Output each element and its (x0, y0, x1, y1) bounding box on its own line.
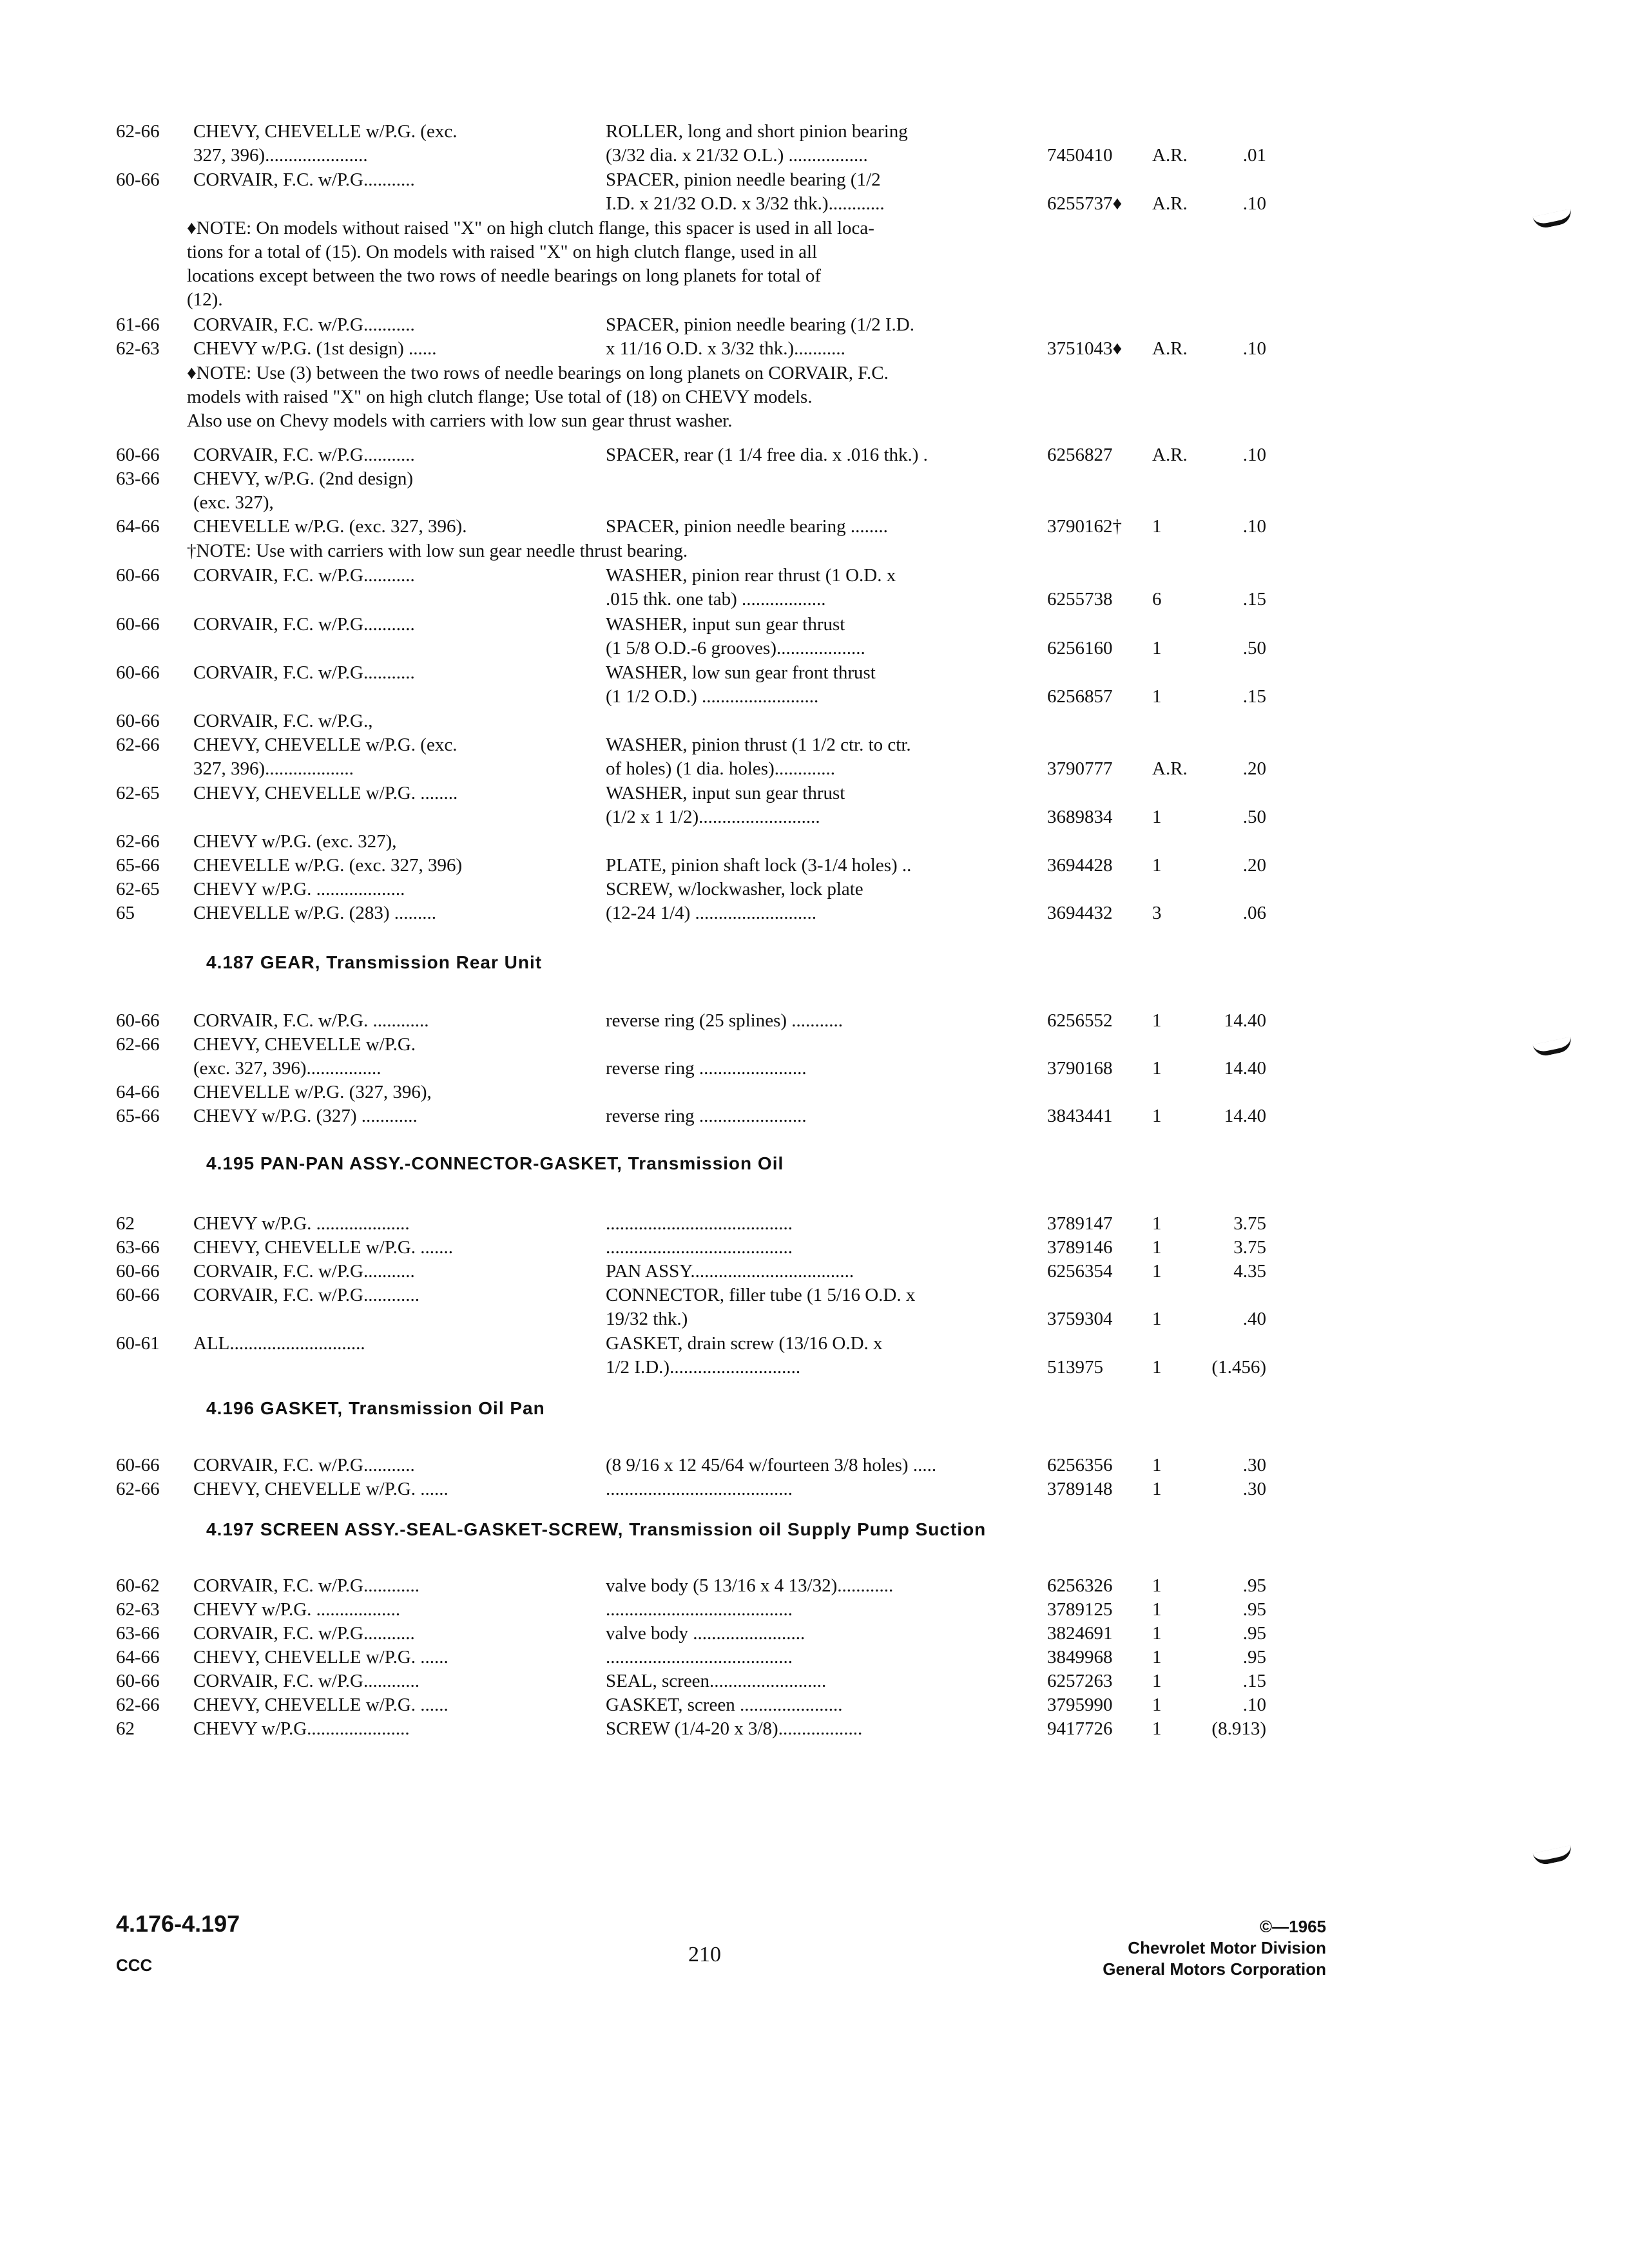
quantity: 6 (1152, 589, 1162, 610)
application: CORVAIR, F.C. w/P.G........... (193, 314, 415, 335)
part-description: SPACER, pinion needle bearing (1/2 (606, 169, 881, 190)
application: CORVAIR, F.C. w/P.G............ (193, 1671, 419, 1691)
part-number: 6256857 (1047, 686, 1113, 707)
application: CORVAIR, F.C. w/P.G........... (193, 169, 415, 190)
model-years: 60-66 (116, 1010, 160, 1031)
model-years: 60-66 (116, 1671, 160, 1691)
section-range: 4.176-4.197 (116, 1910, 240, 1937)
application: CORVAIR, F.C. w/P.G............ (193, 1285, 419, 1305)
model-years: 65-66 (116, 855, 160, 876)
application: CHEVY, w/P.G. (2nd design) (193, 468, 414, 489)
part-description: SPACER, rear (1 1/4 free dia. x .016 thk.) . (606, 445, 928, 465)
price: .10 (1242, 445, 1266, 465)
part-description: SPACER, pinion needle bearing ........ (606, 516, 888, 537)
corporation-name: General Motors Corporation (1103, 1959, 1326, 1979)
application: CHEVY w/P.G. (1st design) ...... (193, 338, 437, 359)
part-description: (1/2 x 1 1/2).......................... (606, 807, 820, 827)
application: CORVAIR, F.C. w/P.G........... (193, 614, 415, 635)
price: .01 (1242, 145, 1266, 166)
catalog-code: CCC (116, 1956, 153, 1975)
price: .20 (1242, 855, 1266, 876)
model-years: 64-66 (116, 516, 160, 537)
part-description: GASKET, drain screw (13/16 O.D. x (606, 1333, 883, 1354)
scan-mark (1532, 1037, 1573, 1058)
application: CORVAIR, F.C. w/P.G. ............ (193, 1010, 429, 1031)
footnote: †NOTE: Use with carriers with low sun gear needle thrust bearing. (187, 541, 688, 561)
quantity: 1 (1152, 638, 1162, 658)
quantity: A.R. (1152, 338, 1188, 359)
part-number: 6256326 (1047, 1575, 1113, 1596)
model-years: 60-61 (116, 1333, 160, 1354)
part-description: 1/2 I.D.)............................ (606, 1357, 801, 1378)
part-description: ........................................ (606, 1213, 793, 1234)
quantity: 1 (1152, 1599, 1162, 1620)
quantity: 1 (1152, 686, 1162, 707)
model-years: 60-66 (116, 169, 160, 190)
price: 3.75 (1233, 1237, 1266, 1258)
model-years: 62-63 (116, 1599, 160, 1620)
part-description: WASHER, input sun gear thrust (606, 614, 845, 635)
model-years: 63-66 (116, 1623, 160, 1644)
application: CORVAIR, F.C. w/P.G........... (193, 445, 415, 465)
part-number: 3789147 (1047, 1213, 1113, 1234)
part-number: 3789148 (1047, 1479, 1113, 1499)
model-years: 60-66 (116, 1261, 160, 1282)
application: (exc. 327, 396)................ (193, 1058, 381, 1079)
part-description: ........................................ (606, 1479, 793, 1499)
part-description: .015 thk. one tab) .................. (606, 589, 826, 610)
section-heading: 4.197 SCREEN ASSY.-SEAL-GASKET-SCREW, Transmission oil Supply Pump Suction (206, 1519, 987, 1539)
part-description: WASHER, pinion thrust (1 1/2 ctr. to ctr. (606, 735, 911, 755)
quantity: A.R. (1152, 193, 1188, 214)
price: .15 (1242, 1671, 1266, 1691)
part-description: PLATE, pinion shaft lock (3-1/4 holes) .. (606, 855, 912, 876)
model-years: 62-65 (116, 879, 160, 899)
application: CHEVY w/P.G. ................... (193, 879, 405, 899)
application: CORVAIR, F.C. w/P.G........... (193, 1455, 415, 1475)
part-description: SCREW (1/4-20 x 3/8).................. (606, 1718, 863, 1739)
part-description: reverse ring ....................... (606, 1106, 807, 1126)
part-description: ........................................ (606, 1647, 793, 1667)
part-description: (3/32 dia. x 21/32 O.L.) ................. (606, 145, 868, 166)
footnote: ♦NOTE: Use (3) between the two rows of needle bearings on long planets on CORVAIR, F.C. (187, 363, 889, 383)
part-number: 6256356 (1047, 1455, 1113, 1475)
price: .95 (1242, 1575, 1266, 1596)
model-years: 60-62 (116, 1575, 160, 1596)
footnote: ♦NOTE: On models without raised "X" on high clutch flange, this spacer is used in all loca- (187, 218, 874, 238)
quantity: 1 (1152, 1261, 1162, 1282)
application: CHEVY, CHEVELLE w/P.G. ...... (193, 1479, 448, 1499)
part-description: CONNECTOR, filler tube (1 5/16 O.D. x (606, 1285, 916, 1305)
part-description: (12-24 1/4) .......................... (606, 903, 817, 923)
part-description: valve body ........................ (606, 1623, 805, 1644)
price: 14.40 (1224, 1058, 1266, 1079)
price: .95 (1242, 1599, 1266, 1620)
part-description: SCREW, w/lockwasher, lock plate (606, 879, 863, 899)
model-years: 64-66 (116, 1082, 160, 1102)
application: CHEVELLE w/P.G. (327, 396), (193, 1082, 432, 1102)
model-years: 63-66 (116, 1237, 160, 1258)
model-years: 60-66 (116, 662, 160, 683)
part-description: ........................................ (606, 1599, 793, 1620)
part-number: 3789125 (1047, 1599, 1113, 1620)
price: .06 (1242, 903, 1266, 923)
part-number: 9417726 (1047, 1718, 1113, 1739)
part-number: 3751043♦ (1047, 338, 1123, 359)
price: .20 (1242, 758, 1266, 779)
part-number: 6255738 (1047, 589, 1113, 610)
application: CHEVY, CHEVELLE w/P.G. ........ (193, 783, 458, 803)
application: (exc. 327), (193, 492, 274, 513)
model-years: 64-66 (116, 1647, 160, 1667)
quantity: 1 (1152, 855, 1162, 876)
application: CORVAIR, F.C. w/P.G., (193, 711, 373, 731)
model-years: 62-66 (116, 735, 160, 755)
part-number: 3795990 (1047, 1695, 1113, 1715)
quantity: 1 (1152, 1237, 1162, 1258)
section-heading: 4.187 GEAR, Transmission Rear Unit (206, 952, 543, 972)
part-description: valve body (5 13/16 x 4 13/32)............ (606, 1575, 894, 1596)
section-heading: 4.195 PAN-PAN ASSY.-CONNECTOR-GASKET, Transmission Oil (206, 1153, 784, 1173)
quantity: 1 (1152, 1718, 1162, 1739)
application: CHEVY, CHEVELLE w/P.G. (exc. (193, 735, 458, 755)
scan-mark (1532, 1845, 1573, 1867)
model-years: 65-66 (116, 1106, 160, 1126)
model-years: 62-66 (116, 1479, 160, 1499)
part-number: 3694428 (1047, 855, 1113, 876)
model-years: 60-66 (116, 1455, 160, 1475)
application: CORVAIR, F.C. w/P.G........... (193, 565, 415, 586)
price: (8.913) (1211, 1718, 1266, 1739)
part-number: 6256354 (1047, 1261, 1113, 1282)
quantity: 1 (1152, 1058, 1162, 1079)
model-years: 62-66 (116, 831, 160, 852)
part-description: WASHER, input sun gear thrust (606, 783, 845, 803)
part-number: 3849968 (1047, 1647, 1113, 1667)
price: .10 (1242, 516, 1266, 537)
part-number: 6256160 (1047, 638, 1113, 658)
application: CHEVY w/P.G. (exc. 327), (193, 831, 397, 852)
part-number: 6257263 (1047, 1671, 1113, 1691)
quantity: A.R. (1152, 758, 1188, 779)
part-number: 3790162† (1047, 516, 1122, 537)
application: 327, 396)...................... (193, 145, 368, 166)
part-description: SEAL, screen......................... (606, 1671, 827, 1691)
model-years: 60-66 (116, 445, 160, 465)
part-description: SPACER, pinion needle bearing (1/2 I.D. (606, 314, 914, 335)
part-number: 3789146 (1047, 1237, 1113, 1258)
model-years: 62-66 (116, 1695, 160, 1715)
part-description: reverse ring (25 splines) ........... (606, 1010, 843, 1031)
model-years: 62-66 (116, 121, 160, 142)
model-years: 60-66 (116, 1285, 160, 1305)
price: .30 (1242, 1479, 1266, 1499)
quantity: 1 (1152, 1479, 1162, 1499)
application: CHEVY w/P.G. .................. (193, 1599, 401, 1620)
price: 14.40 (1224, 1010, 1266, 1031)
price: .15 (1242, 589, 1266, 610)
application: CHEVELLE w/P.G. (283) ......... (193, 903, 436, 923)
application: CHEVY, CHEVELLE w/P.G. ...... (193, 1647, 448, 1667)
footnote: Also use on Chevy models with carriers with low sun gear thrust washer. (187, 410, 733, 431)
application: 327, 396)................... (193, 758, 354, 779)
part-number: 3790777 (1047, 758, 1113, 779)
application: CHEVY, CHEVELLE w/P.G. (193, 1034, 416, 1055)
quantity: A.R. (1152, 445, 1188, 465)
quantity: 1 (1152, 1623, 1162, 1644)
application: CHEVELLE w/P.G. (exc. 327, 396). (193, 516, 467, 537)
price: .10 (1242, 338, 1266, 359)
division-name: Chevrolet Motor Division (1128, 1938, 1326, 1957)
quantity: 1 (1152, 1106, 1162, 1126)
part-description: WASHER, low sun gear front thrust (606, 662, 876, 683)
application: CHEVY, CHEVELLE w/P.G. ...... (193, 1695, 448, 1715)
part-number: 6255737♦ (1047, 193, 1123, 214)
application: CORVAIR, F.C. w/P.G........... (193, 1623, 415, 1644)
part-description: reverse ring ....................... (606, 1058, 807, 1079)
quantity: 1 (1152, 1695, 1162, 1715)
application: CHEVELLE w/P.G. (exc. 327, 396) (193, 855, 463, 876)
part-description: GASKET, screen ...................... (606, 1695, 843, 1715)
part-number: 3824691 (1047, 1623, 1113, 1644)
part-number: 3759304 (1047, 1309, 1113, 1329)
part-number: 3843441 (1047, 1106, 1113, 1126)
part-description: 19/32 thk.) (606, 1309, 688, 1329)
quantity: 1 (1152, 1357, 1162, 1378)
model-years: 65 (116, 903, 135, 923)
copyright: ©—1965 (1260, 1917, 1326, 1936)
model-years: 60-66 (116, 565, 160, 586)
part-description: PAN ASSY................................... (606, 1261, 854, 1282)
footnote: locations except between the two rows of needle bearings on long planets for total of (187, 265, 822, 286)
application: CHEVY w/P.G. .................... (193, 1213, 410, 1234)
part-number: 7450410 (1047, 145, 1113, 166)
application: CORVAIR, F.C. w/P.G........... (193, 1261, 415, 1282)
quantity: 1 (1152, 516, 1162, 537)
quantity: 1 (1152, 1671, 1162, 1691)
part-description: (1 1/2 O.D.) ......................... (606, 686, 819, 707)
part-description: (1 5/8 O.D.-6 grooves)................... (606, 638, 865, 658)
quantity: 1 (1152, 1010, 1162, 1031)
footnote: models with raised "X" on high clutch flange; Use total of (18) on CHEVY models. (187, 387, 813, 407)
model-years: 62 (116, 1718, 135, 1739)
application: CORVAIR, F.C. w/P.G............ (193, 1575, 419, 1596)
quantity: 1 (1152, 1213, 1162, 1234)
price: 14.40 (1224, 1106, 1266, 1126)
part-number: 3790168 (1047, 1058, 1113, 1079)
price: .95 (1242, 1623, 1266, 1644)
part-description: I.D. x 21/32 O.D. x 3/32 thk.)............ (606, 193, 885, 214)
price: .40 (1242, 1309, 1266, 1329)
section-heading: 4.196 GASKET, Transmission Oil Pan (206, 1398, 545, 1418)
price: .15 (1242, 686, 1266, 707)
model-years: 62 (116, 1213, 135, 1234)
price: 4.35 (1233, 1261, 1266, 1282)
quantity: 3 (1152, 903, 1162, 923)
price: .30 (1242, 1455, 1266, 1475)
price: 3.75 (1233, 1213, 1266, 1234)
model-years: 60-66 (116, 711, 160, 731)
application: CHEVY, CHEVELLE w/P.G. (exc. (193, 121, 458, 142)
application: CHEVY w/P.G. (327) ............ (193, 1106, 418, 1126)
quantity: 1 (1152, 1309, 1162, 1329)
application: CHEVY w/P.G...................... (193, 1718, 410, 1739)
part-number: 6256827 (1047, 445, 1113, 465)
price: .10 (1242, 193, 1266, 214)
part-description: (8 9/16 x 12 45/64 w/fourteen 3/8 holes) ..... (606, 1455, 937, 1475)
application: ALL............................. (193, 1333, 365, 1354)
page-number: 210 (688, 1943, 721, 1966)
model-years: 62-63 (116, 338, 160, 359)
part-number: 3689834 (1047, 807, 1113, 827)
scan-mark (1532, 209, 1573, 230)
quantity: 1 (1152, 807, 1162, 827)
footnote: (12). (187, 289, 223, 310)
model-years: 62-65 (116, 783, 160, 803)
price: (1.456) (1211, 1357, 1266, 1378)
part-description: of holes) (1 dia. holes)............. (606, 758, 835, 779)
application: CHEVY, CHEVELLE w/P.G. ....... (193, 1237, 454, 1258)
part-description: WASHER, pinion rear thrust (1 O.D. x (606, 565, 896, 586)
price: .50 (1242, 638, 1266, 658)
price: .10 (1242, 1695, 1266, 1715)
quantity: 1 (1152, 1647, 1162, 1667)
quantity: 1 (1152, 1575, 1162, 1596)
part-number: 513975 (1047, 1357, 1103, 1378)
price: .50 (1242, 807, 1266, 827)
footnote: tions for a total of (15). On models with raised "X" on high clutch flange, used in all (187, 242, 818, 262)
model-years: 60-66 (116, 614, 160, 635)
model-years: 61-66 (116, 314, 160, 335)
model-years: 63-66 (116, 468, 160, 489)
part-number: 3694432 (1047, 903, 1113, 923)
model-years: 62-66 (116, 1034, 160, 1055)
quantity: A.R. (1152, 145, 1188, 166)
part-number: 6256552 (1047, 1010, 1113, 1031)
price: .95 (1242, 1647, 1266, 1667)
part-description: x 11/16 O.D. x 3/32 thk.)........... (606, 338, 845, 359)
part-description: ROLLER, long and short pinion bearing (606, 121, 908, 142)
part-description: ........................................ (606, 1237, 793, 1258)
quantity: 1 (1152, 1455, 1162, 1475)
application: CORVAIR, F.C. w/P.G........... (193, 662, 415, 683)
